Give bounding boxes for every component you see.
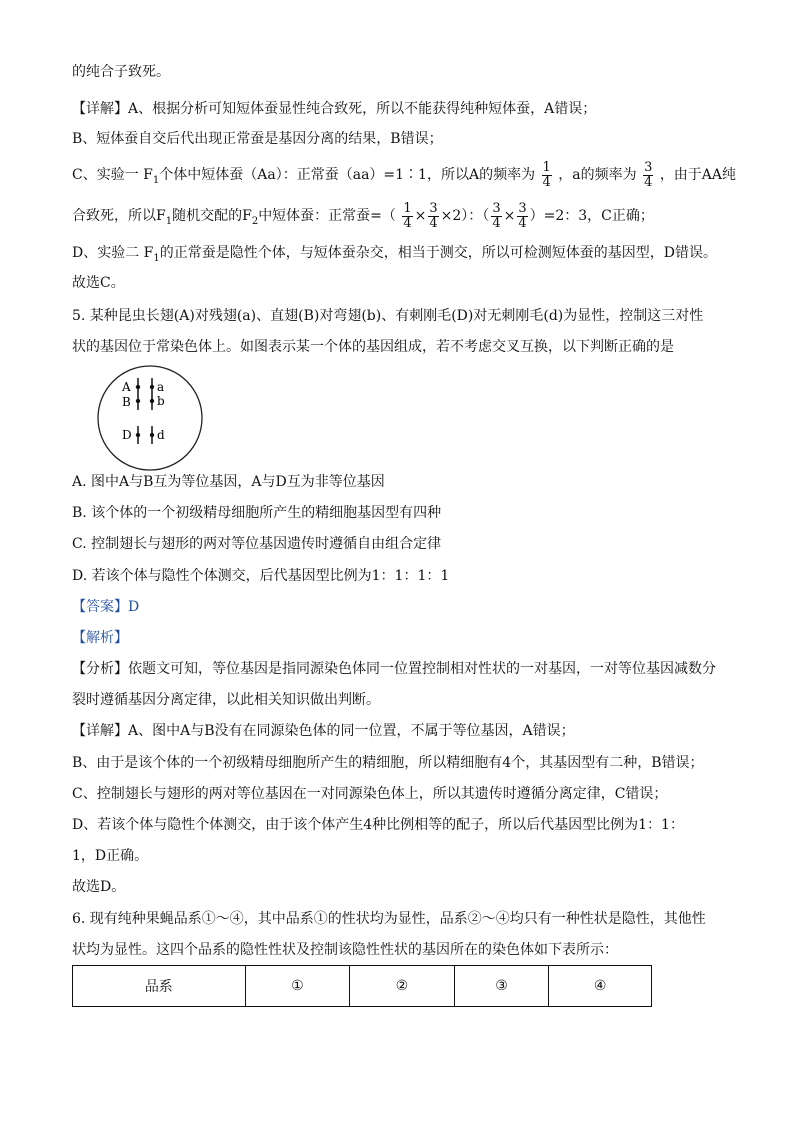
text-line: 故选C。	[72, 275, 125, 291]
text-span: D、实验二 F	[72, 245, 154, 261]
text-span: 随机交配的F	[172, 208, 252, 224]
text-span: ×	[503, 208, 516, 224]
text-line	[72, 201, 654, 231]
text-span: 个体中短体蚕（Aa）：正常蚕（aa）=1∶1，所以A的频率为	[159, 167, 536, 183]
analysis-line: 【分析】依题文可知，等位基因是指同源染色体同一位置控制相对性状的一对基因，一对等位基因减数分	[72, 661, 716, 677]
text-line: 的纯合子致死。	[72, 64, 170, 80]
option-c: C. 控制翅长与翅形的两对等位基因遗传时遵循自由组合定律	[72, 536, 442, 552]
detail-line: 1，D正确。	[72, 848, 149, 864]
text-line	[72, 160, 736, 190]
subscript: 2	[251, 215, 259, 227]
text-span: ×	[414, 208, 427, 224]
fraction-three-quarters: $\frac{3}{4}$	[429, 200, 438, 231]
text-span: 中短体蚕：正常蚕=（	[258, 208, 396, 224]
gene-label: B	[122, 395, 131, 409]
text-line: B、短体蚕自交后代出现正常蚕是基因分离的结果，B错误；	[72, 131, 443, 147]
subscript: 1	[152, 174, 160, 186]
text-span: ，a的频率为	[558, 167, 637, 183]
table-cell: ③	[454, 966, 549, 1007]
text-span: ）=2：3，C正确；	[529, 208, 654, 224]
text-span: C、实验一 F	[72, 167, 153, 183]
detail-line: C、控制翅长与翅形的两对等位基因在一对同源染色体上，所以其遗传时遵循分离定律，C错误；	[72, 786, 668, 802]
text-span: 合致死，所以F	[72, 208, 166, 224]
analysis-line: 裂时遵循基因分离定律，以此相关知识做出判断。	[72, 692, 380, 708]
gene-label: b	[157, 394, 165, 408]
option-a: A. 图中A与B互为等位基因，A与D互为非等位基因	[72, 474, 385, 490]
fraction-three-quarters: $\frac{3}{4}$	[518, 200, 527, 231]
fraction-one-quarter: $\frac{1}{4}$	[542, 159, 551, 190]
question-5-line: 5. 某种昆虫长翅(A)对残翅(a)、直翅(B)对弯翅(b)、有刺刚毛(D)对无刺刚毛(d)为显性，控制这三对性	[72, 308, 704, 324]
subscript: 1	[165, 215, 173, 227]
table-header-cell: 品系	[73, 966, 246, 1007]
text-line	[72, 243, 717, 263]
table-cell: ④	[549, 966, 652, 1007]
chromosome-diagram	[96, 364, 204, 472]
table-cell: ①	[245, 966, 350, 1007]
fraction-three-quarters: $\frac{3}{4}$	[644, 159, 653, 190]
question-5-line: 状的基因位于常染色体上。如图表示某一个体的基因组成，若不考虑交叉互换，以下判断正确的是	[72, 339, 674, 355]
subscript: 1	[153, 252, 160, 264]
text-line: 【详解】A、根据分析可知短体蚕显性纯合致死，所以不能获得纯种短体蚕，A错误；	[72, 101, 597, 117]
option-d: D. 若该个体与隐性个体测交，后代基因型比例为1：1：1：1	[72, 568, 450, 584]
gene-label: a	[157, 380, 165, 394]
gene-label: D	[122, 428, 132, 442]
table-cell: ②	[350, 966, 455, 1007]
detail-line: B、由于是该个体的一个初级精母细胞所产生的精细胞，所以精细胞有4个，其基因型有二种，B错误；	[72, 755, 704, 771]
question-6-line: 状均为显性。这四个品系的隐性性状及控制该隐性性状的基因所在的染色体如下表所示：	[72, 942, 618, 958]
detail-line: D、若该个体与隐性个体测交，由于该个体产生4种比例相等的配子，所以后代基因型比例为1：1：	[72, 817, 684, 833]
table-row	[73, 966, 652, 1007]
text-span: ，由于AA纯	[659, 167, 737, 183]
question-6-line: 6. 现有纯种果蝇品系①～④，其中品系①的性状均为显性，品系②～④均只有一种性状是隐性，其他性	[72, 911, 706, 927]
analysis-heading: 【解析】	[72, 630, 128, 646]
detail-line: 故选D。	[72, 879, 126, 895]
text-span: 的正常蚕是隐性个体，与短体蚕杂交，相当于测交，所以可检测短体蚕的基因型，D错误。	[159, 245, 717, 261]
strain-table	[72, 965, 652, 1007]
gene-label: d	[157, 428, 165, 442]
option-b: B. 该个体的一个初级精母细胞所产生的精细胞基因型有四种	[72, 505, 442, 521]
text-span: ×2）：（	[440, 208, 490, 224]
gene-label: A	[122, 380, 131, 394]
fraction-three-quarters: $\frac{3}{4}$	[492, 200, 501, 231]
answer-label: 【答案】D	[72, 599, 140, 615]
fraction-one-quarter: $\frac{1}{4}$	[403, 200, 412, 231]
detail-line: 【详解】A、图中A与B没有在同源染色体的同一位置，不属于等位基因，A错误；	[72, 723, 575, 739]
